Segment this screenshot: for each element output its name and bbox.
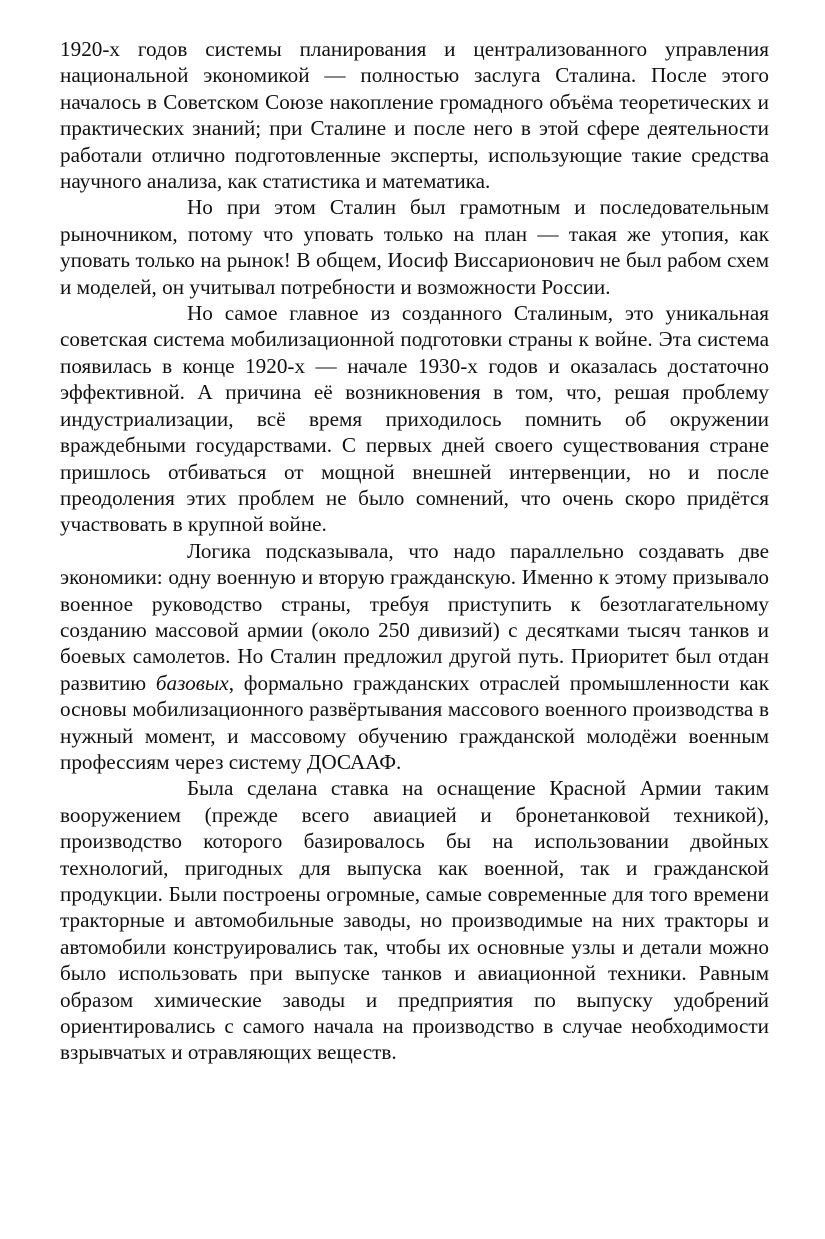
paragraph-4-text-before: Логика подсказывала, что надо параллельно создавать две экономики: одну военную и вторую гражданскую. Именно к этому призывало военное руководство страны, требуя приступить к безотлагательному созданию массовой армии (около 250 дивизий) с десятками тысяч танков и боевых самолетов. Но Сталин предложил другой путь. Приоритет был отдан развитию: [60, 538, 769, 695]
paragraph-4-text-after: , формально гражданских отраслей промышленности как основы мобилизационного развёртывания массового военного производства в нужный момент, и массовому обучению гражданской молодёжи военным профессиям через систему ДОСААФ.: [60, 670, 769, 774]
paragraph-4: [60, 538, 769, 776]
paragraph-2: Но при этом Сталин был грамотным и последовательным рыночником, потому что уповать только на план — такая же утопия, как уповать только на рынок! В общем, Иосиф Виссарионович не был рабом схем и моделей, он учитывал потребности и возможности России.: [60, 195, 769, 299]
paragraph-5: Была сделана ставка на оснащение Красной Армии таким вооружением (прежде всего авиацией и бронетанковой техникой), производство которого базировалось бы на использовании двойных технологий, пригодных для выпуска как военной, так и гражданской продукции. Были построены огромные, самые современные для того времени тракторные и автомобильные заводы, но производимые на них тракторы и автомобили конструировались так, чтобы их основные узлы и детали можно было использовать при выпуске танков и авиационной техники. Равным образом химические заводы и предприятия по выпуску удобрений ориентировались с самого начала на производство в случае необходимости взрывчатых и отравляющих веществ.: [60, 776, 769, 1065]
paragraph-1: 1920-х годов системы планирования и централизованного управления национальной экономикой — полностью заслуга Сталина. После этого началось в Советском Союзе накопление громадного объёма теоретических и практических знаний; при Сталине и после него в этой сфере деятельности работали отлично подготовленные эксперты, использующие такие средства научного анализа, как статистика и математика.: [60, 37, 769, 194]
paragraph-4-emphasis: базовых: [155, 670, 229, 695]
paragraph-3: Но самое главное из созданного Сталиным, это уникальная советская система мобилизационной подготовки страны к войне. Эта система появилась в конце 1920-х — начале 1930-х годов и оказалась достаточно эффективной. А причина её возникновения в том, что, решая проблему индустриализации, всё время приходилось помнить об окружении враждебными государствами. С первых дней своего существования стране пришлось отбиваться от мощной внешней интервенции, но и после преодоления этих проблем не было сомнений, что очень скоро придётся участвовать в крупной войне.: [60, 301, 769, 537]
document-page: [60, 36, 769, 1066]
